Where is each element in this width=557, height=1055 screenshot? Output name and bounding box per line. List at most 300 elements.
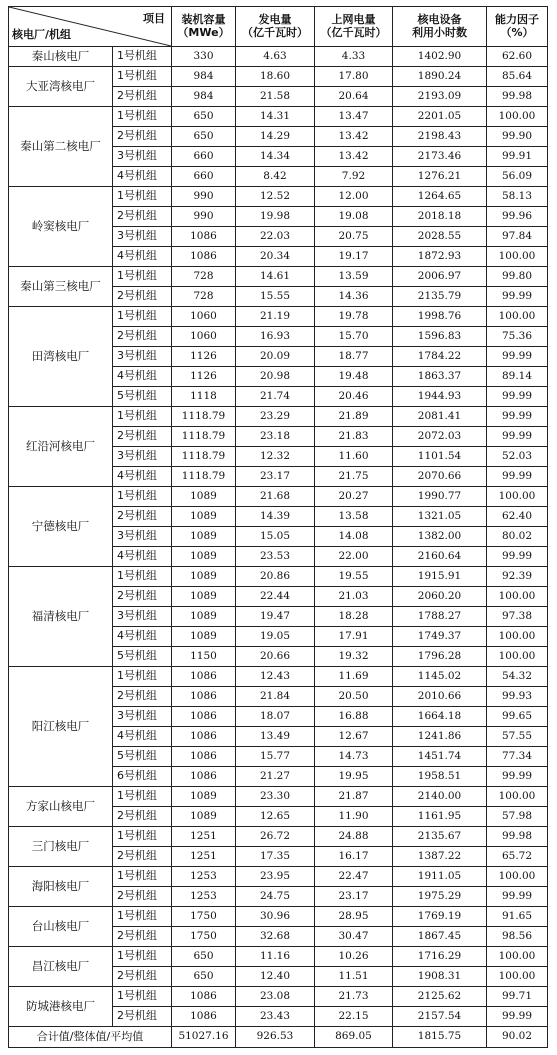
generation-cell: 14.34	[236, 147, 315, 167]
grid-supply-cell: 21.87	[315, 787, 393, 807]
grid-supply-cell: 23.17	[315, 887, 393, 907]
capacity-cell: 1086	[172, 687, 236, 707]
header-generation-line2: （亿千瓦时）	[242, 25, 308, 39]
capacity-cell: 990	[172, 187, 236, 207]
grid-supply-cell: 13.42	[315, 127, 393, 147]
capability-factor-cell: 99.99	[487, 427, 548, 447]
capability-factor-cell: 100.00	[487, 587, 548, 607]
grid-supply-cell: 13.47	[315, 107, 393, 127]
capacity-cell: 728	[172, 287, 236, 307]
plant-name: 福清核电厂	[9, 567, 113, 667]
utilization-hours-cell: 2070.66	[393, 467, 487, 487]
unit-name: 1号机组	[113, 787, 172, 807]
capability-factor-cell: 92.39	[487, 567, 548, 587]
capacity-cell: 1118.79	[172, 427, 236, 447]
capability-factor-cell: 100.00	[487, 307, 548, 327]
header-grid-supply-line2: （亿千瓦时）	[320, 25, 387, 39]
unit-name: 5号机组	[113, 647, 172, 667]
table-row	[9, 187, 548, 207]
unit-name: 4号机组	[113, 467, 172, 487]
unit-name: 3号机组	[113, 527, 172, 547]
capacity-cell: 1089	[172, 487, 236, 507]
table-row	[9, 567, 548, 587]
header-item-label: 项目	[143, 12, 165, 25]
unit-name: 2号机组	[113, 687, 172, 707]
capability-factor-cell: 58.13	[487, 187, 548, 207]
capability-factor-cell: 99.99	[487, 887, 548, 907]
generation-cell: 30.96	[236, 907, 315, 927]
grid-supply-cell: 21.73	[315, 987, 393, 1007]
capacity-cell: 650	[172, 947, 236, 967]
generation-cell: 15.05	[236, 527, 315, 547]
nuclear-plant-table	[8, 6, 548, 1048]
capacity-cell: 1089	[172, 567, 236, 587]
unit-name: 1号机组	[113, 187, 172, 207]
grid-supply-cell: 20.64	[315, 87, 393, 107]
generation-cell: 12.65	[236, 807, 315, 827]
capability-factor-cell: 57.98	[487, 807, 548, 827]
plant-name: 秦山第三核电厂	[9, 267, 113, 307]
unit-name: 4号机组	[113, 247, 172, 267]
capability-factor-cell: 99.91	[487, 147, 548, 167]
unit-name: 1号机组	[113, 947, 172, 967]
unit-name: 2号机组	[113, 207, 172, 227]
utilization-hours-cell: 2135.79	[393, 287, 487, 307]
generation-cell: 19.47	[236, 607, 315, 627]
capacity-cell: 984	[172, 67, 236, 87]
capacity-cell: 1251	[172, 847, 236, 867]
generation-cell: 20.66	[236, 647, 315, 667]
utilization-hours-cell: 2160.64	[393, 547, 487, 567]
table-row	[9, 407, 548, 427]
capacity-cell: 1086	[172, 747, 236, 767]
total-label: 合计值/整体值/平均值	[9, 1027, 172, 1048]
capacity-cell: 1126	[172, 347, 236, 367]
capacity-cell: 1086	[172, 227, 236, 247]
utilization-hours-cell: 2125.62	[393, 987, 487, 1007]
generation-cell: 22.44	[236, 587, 315, 607]
generation-cell: 21.84	[236, 687, 315, 707]
generation-cell: 11.16	[236, 947, 315, 967]
unit-name: 4号机组	[113, 627, 172, 647]
capability-factor-cell: 99.99	[487, 1007, 548, 1027]
grid-supply-cell: 12.67	[315, 727, 393, 747]
table-row	[9, 987, 548, 1007]
plant-name: 海阳核电厂	[9, 867, 113, 907]
unit-name: 1号机组	[113, 487, 172, 507]
unit-name: 3号机组	[113, 447, 172, 467]
utilization-hours-cell: 1382.00	[393, 527, 487, 547]
utilization-hours-cell: 2081.41	[393, 407, 487, 427]
capacity-cell: 1089	[172, 547, 236, 567]
capability-factor-cell: 99.99	[487, 547, 548, 567]
utilization-hours-cell: 1264.65	[393, 187, 487, 207]
total-capacity: 51027.16	[172, 1027, 236, 1048]
grid-supply-cell: 22.00	[315, 547, 393, 567]
generation-cell: 20.98	[236, 367, 315, 387]
grid-supply-cell: 24.88	[315, 827, 393, 847]
grid-supply-cell: 19.32	[315, 647, 393, 667]
grid-supply-cell: 11.51	[315, 967, 393, 987]
capacity-cell: 1150	[172, 647, 236, 667]
capability-factor-cell: 99.99	[487, 767, 548, 787]
grid-supply-cell: 22.47	[315, 867, 393, 887]
generation-cell: 18.60	[236, 67, 315, 87]
grid-supply-cell: 11.69	[315, 667, 393, 687]
capacity-cell: 1253	[172, 867, 236, 887]
generation-cell: 19.98	[236, 207, 315, 227]
utilization-hours-cell: 2193.09	[393, 87, 487, 107]
capability-factor-cell: 99.98	[487, 87, 548, 107]
grid-supply-cell: 20.50	[315, 687, 393, 707]
unit-name: 2号机组	[113, 327, 172, 347]
grid-supply-cell: 21.03	[315, 587, 393, 607]
utilization-hours-cell: 2028.55	[393, 227, 487, 247]
capability-factor-cell: 97.38	[487, 607, 548, 627]
grid-supply-cell: 13.59	[315, 267, 393, 287]
generation-cell: 24.75	[236, 887, 315, 907]
unit-name: 2号机组	[113, 427, 172, 447]
capability-factor-cell: 99.96	[487, 207, 548, 227]
capacity-cell: 1118.79	[172, 447, 236, 467]
generation-cell: 18.07	[236, 707, 315, 727]
utilization-hours-cell: 1387.22	[393, 847, 487, 867]
grid-supply-cell: 18.77	[315, 347, 393, 367]
header-generation	[236, 7, 315, 47]
grid-supply-cell: 13.42	[315, 147, 393, 167]
capacity-cell: 1086	[172, 1007, 236, 1027]
grid-supply-cell: 19.08	[315, 207, 393, 227]
plant-name: 昌江核电厂	[9, 947, 113, 987]
capability-factor-cell: 99.90	[487, 127, 548, 147]
capacity-cell: 1086	[172, 667, 236, 687]
generation-cell: 26.72	[236, 827, 315, 847]
capability-factor-cell: 89.14	[487, 367, 548, 387]
capacity-cell: 1089	[172, 527, 236, 547]
grid-supply-cell: 21.89	[315, 407, 393, 427]
unit-name: 2号机组	[113, 127, 172, 147]
generation-cell: 32.68	[236, 927, 315, 947]
utilization-hours-cell: 2060.20	[393, 587, 487, 607]
utilization-hours-cell: 1911.05	[393, 867, 487, 887]
table-row	[9, 827, 548, 847]
generation-cell: 13.49	[236, 727, 315, 747]
capability-factor-cell: 75.36	[487, 327, 548, 347]
generation-cell: 23.53	[236, 547, 315, 567]
utilization-hours-cell: 2201.05	[393, 107, 487, 127]
table-row	[9, 67, 548, 87]
capacity-cell: 1089	[172, 807, 236, 827]
table-row	[9, 787, 548, 807]
unit-name: 5号机组	[113, 387, 172, 407]
capacity-cell: 1118.79	[172, 467, 236, 487]
capacity-cell: 984	[172, 87, 236, 107]
generation-cell: 14.39	[236, 507, 315, 527]
capability-factor-cell: 57.55	[487, 727, 548, 747]
unit-name: 1号机组	[113, 407, 172, 427]
grid-supply-cell: 7.92	[315, 167, 393, 187]
table-row	[9, 307, 548, 327]
table-row	[9, 907, 548, 927]
generation-cell: 22.03	[236, 227, 315, 247]
grid-supply-cell: 30.47	[315, 927, 393, 947]
capacity-cell: 1086	[172, 987, 236, 1007]
capacity-cell: 1086	[172, 727, 236, 747]
capability-factor-cell: 99.99	[487, 287, 548, 307]
unit-name: 4号机组	[113, 367, 172, 387]
grid-supply-cell: 16.88	[315, 707, 393, 727]
unit-name: 2号机组	[113, 287, 172, 307]
grid-supply-cell: 10.26	[315, 947, 393, 967]
capacity-cell: 1118	[172, 387, 236, 407]
unit-name: 3号机组	[113, 707, 172, 727]
unit-name: 2号机组	[113, 887, 172, 907]
capability-factor-cell: 77.34	[487, 747, 548, 767]
capability-factor-cell: 52.03	[487, 447, 548, 467]
unit-name: 3号机组	[113, 227, 172, 247]
capacity-cell: 1086	[172, 767, 236, 787]
capability-factor-cell: 99.99	[487, 347, 548, 367]
plant-name: 方家山核电厂	[9, 787, 113, 827]
grid-supply-cell: 19.78	[315, 307, 393, 327]
unit-name: 3号机组	[113, 147, 172, 167]
grid-supply-cell: 17.80	[315, 67, 393, 87]
header-plant-label: 核电厂/机组	[12, 27, 72, 41]
capability-factor-cell: 62.60	[487, 47, 548, 67]
utilization-hours-cell: 1915.91	[393, 567, 487, 587]
corner-header-cell	[9, 7, 172, 47]
capability-factor-cell: 99.98	[487, 827, 548, 847]
generation-cell: 21.68	[236, 487, 315, 507]
table-row	[9, 867, 548, 887]
utilization-hours-cell: 1872.93	[393, 247, 487, 267]
header-capacity-line2: （MWe）	[177, 25, 230, 39]
unit-name: 2号机组	[113, 847, 172, 867]
generation-cell: 21.27	[236, 767, 315, 787]
capability-factor-cell: 62.40	[487, 507, 548, 527]
header-grid-supply	[315, 7, 393, 47]
generation-cell: 15.77	[236, 747, 315, 767]
generation-cell: 16.93	[236, 327, 315, 347]
utilization-hours-cell: 1749.37	[393, 627, 487, 647]
grid-supply-cell: 17.91	[315, 627, 393, 647]
capability-factor-cell: 99.99	[487, 387, 548, 407]
capability-factor-cell: 100.00	[487, 647, 548, 667]
plant-name: 秦山第二核电厂	[9, 107, 113, 187]
plant-name: 红沿河核电厂	[9, 407, 113, 487]
grid-supply-cell: 20.75	[315, 227, 393, 247]
capacity-cell: 660	[172, 167, 236, 187]
plant-name: 台山核电厂	[9, 907, 113, 947]
header-grid-supply-line1: 上网电量	[331, 13, 376, 27]
capability-factor-cell: 100.00	[487, 967, 548, 987]
utilization-hours-cell: 1867.45	[393, 927, 487, 947]
table-body	[9, 47, 548, 1027]
capability-factor-cell: 99.99	[487, 467, 548, 487]
capacity-cell: 1089	[172, 787, 236, 807]
capability-factor-cell: 100.00	[487, 867, 548, 887]
header-generation-line1: 发电量	[258, 13, 292, 27]
capability-factor-cell: 91.65	[487, 907, 548, 927]
utilization-hours-cell: 2006.97	[393, 267, 487, 287]
header-utilization-hours-line2: 利用小时数	[412, 25, 467, 39]
unit-name: 1号机组	[113, 107, 172, 127]
unit-name: 4号机组	[113, 547, 172, 567]
total-utilization-hours: 1815.75	[393, 1027, 487, 1048]
utilization-hours-cell: 1990.77	[393, 487, 487, 507]
unit-name: 4号机组	[113, 167, 172, 187]
generation-cell: 12.52	[236, 187, 315, 207]
grid-supply-cell: 20.27	[315, 487, 393, 507]
utilization-hours-cell: 1145.02	[393, 667, 487, 687]
generation-cell: 23.08	[236, 987, 315, 1007]
capability-factor-cell: 100.00	[487, 787, 548, 807]
unit-name: 1号机组	[113, 307, 172, 327]
generation-cell: 23.95	[236, 867, 315, 887]
generation-cell: 23.43	[236, 1007, 315, 1027]
capability-factor-cell: 100.00	[487, 247, 548, 267]
utilization-hours-cell: 1161.95	[393, 807, 487, 827]
utilization-hours-cell: 2140.00	[393, 787, 487, 807]
unit-name: 6号机组	[113, 767, 172, 787]
grid-supply-cell: 20.46	[315, 387, 393, 407]
grid-supply-cell: 14.73	[315, 747, 393, 767]
capability-factor-cell: 99.99	[487, 407, 548, 427]
plant-name: 三门核电厂	[9, 827, 113, 867]
utilization-hours-cell: 2018.18	[393, 207, 487, 227]
capability-factor-cell: 80.02	[487, 527, 548, 547]
capability-factor-cell: 97.84	[487, 227, 548, 247]
capability-factor-cell: 65.72	[487, 847, 548, 867]
generation-cell: 20.86	[236, 567, 315, 587]
generation-cell: 23.29	[236, 407, 315, 427]
generation-cell: 4.63	[236, 47, 315, 67]
unit-name: 5号机组	[113, 747, 172, 767]
grid-supply-cell: 13.58	[315, 507, 393, 527]
utilization-hours-cell: 1975.29	[393, 887, 487, 907]
utilization-hours-cell: 1958.51	[393, 767, 487, 787]
header-row	[9, 7, 548, 47]
utilization-hours-cell: 1998.76	[393, 307, 487, 327]
capacity-cell: 1126	[172, 367, 236, 387]
capacity-cell: 1060	[172, 327, 236, 347]
capacity-cell: 1750	[172, 907, 236, 927]
generation-cell: 23.30	[236, 787, 315, 807]
plant-name: 防城港核电厂	[9, 987, 113, 1027]
grid-supply-cell: 19.55	[315, 567, 393, 587]
grid-supply-cell: 21.83	[315, 427, 393, 447]
grid-supply-cell: 12.00	[315, 187, 393, 207]
grid-supply-cell: 22.15	[315, 1007, 393, 1027]
utilization-hours-cell: 1944.93	[393, 387, 487, 407]
unit-name: 1号机组	[113, 267, 172, 287]
unit-name: 3号机组	[113, 347, 172, 367]
capacity-cell: 660	[172, 147, 236, 167]
capacity-cell: 650	[172, 127, 236, 147]
grid-supply-cell: 4.33	[315, 47, 393, 67]
capacity-cell: 1089	[172, 507, 236, 527]
capacity-cell: 728	[172, 267, 236, 287]
utilization-hours-cell: 1241.86	[393, 727, 487, 747]
unit-name: 1号机组	[113, 867, 172, 887]
capability-factor-cell: 100.00	[487, 947, 548, 967]
generation-cell: 20.34	[236, 247, 315, 267]
utilization-hours-cell: 1890.24	[393, 67, 487, 87]
unit-name: 2号机组	[113, 507, 172, 527]
utilization-hours-cell: 1863.37	[393, 367, 487, 387]
unit-name: 1号机组	[113, 907, 172, 927]
utilization-hours-cell: 1908.31	[393, 967, 487, 987]
unit-name: 4号机组	[113, 727, 172, 747]
utilization-hours-cell: 2010.66	[393, 687, 487, 707]
utilization-hours-cell: 2198.43	[393, 127, 487, 147]
header-utilization-hours-line1: 核电设备	[417, 13, 462, 27]
unit-name: 2号机组	[113, 967, 172, 987]
total-row	[9, 1027, 548, 1048]
generation-cell: 20.09	[236, 347, 315, 367]
capability-factor-cell: 99.71	[487, 987, 548, 1007]
grid-supply-cell: 15.70	[315, 327, 393, 347]
generation-cell: 15.55	[236, 287, 315, 307]
generation-cell: 14.31	[236, 107, 315, 127]
generation-cell: 14.61	[236, 267, 315, 287]
capacity-cell: 1086	[172, 247, 236, 267]
generation-cell: 8.42	[236, 167, 315, 187]
utilization-hours-cell: 1276.21	[393, 167, 487, 187]
total-generation: 926.53	[236, 1027, 315, 1048]
table-row	[9, 947, 548, 967]
grid-supply-cell: 14.08	[315, 527, 393, 547]
table-row	[9, 47, 548, 67]
generation-cell: 17.35	[236, 847, 315, 867]
grid-supply-cell: 19.17	[315, 247, 393, 267]
utilization-hours-cell: 1784.22	[393, 347, 487, 367]
plant-name: 岭窦核电厂	[9, 187, 113, 267]
plant-name: 秦山核电厂	[9, 47, 113, 67]
table-row	[9, 667, 548, 687]
utilization-hours-cell: 2135.67	[393, 827, 487, 847]
generation-cell: 21.74	[236, 387, 315, 407]
capacity-cell: 650	[172, 967, 236, 987]
generation-cell: 21.19	[236, 307, 315, 327]
capability-factor-cell: 99.80	[487, 267, 548, 287]
total-capability-factor: 90.02	[487, 1027, 548, 1048]
grid-supply-cell: 11.90	[315, 807, 393, 827]
capacity-cell: 1086	[172, 707, 236, 727]
utilization-hours-cell: 1716.29	[393, 947, 487, 967]
generation-cell: 23.17	[236, 467, 315, 487]
utilization-hours-cell: 1664.18	[393, 707, 487, 727]
utilization-hours-cell: 1788.27	[393, 607, 487, 627]
utilization-hours-cell: 2157.54	[393, 1007, 487, 1027]
unit-name: 1号机组	[113, 827, 172, 847]
generation-cell: 14.29	[236, 127, 315, 147]
utilization-hours-cell: 2072.03	[393, 427, 487, 447]
capability-factor-cell: 85.64	[487, 67, 548, 87]
capability-factor-cell: 100.00	[487, 487, 548, 507]
capability-factor-cell: 100.00	[487, 627, 548, 647]
unit-name: 2号机组	[113, 927, 172, 947]
utilization-hours-cell: 1596.83	[393, 327, 487, 347]
header-utilization-hours	[393, 7, 487, 47]
generation-cell: 23.18	[236, 427, 315, 447]
unit-name: 3号机组	[113, 607, 172, 627]
utilization-hours-cell: 1451.74	[393, 747, 487, 767]
header-capability-factor-line2: （%）	[500, 25, 534, 39]
grid-supply-cell: 28.95	[315, 907, 393, 927]
grid-supply-cell: 14.36	[315, 287, 393, 307]
capacity-cell: 1089	[172, 627, 236, 647]
